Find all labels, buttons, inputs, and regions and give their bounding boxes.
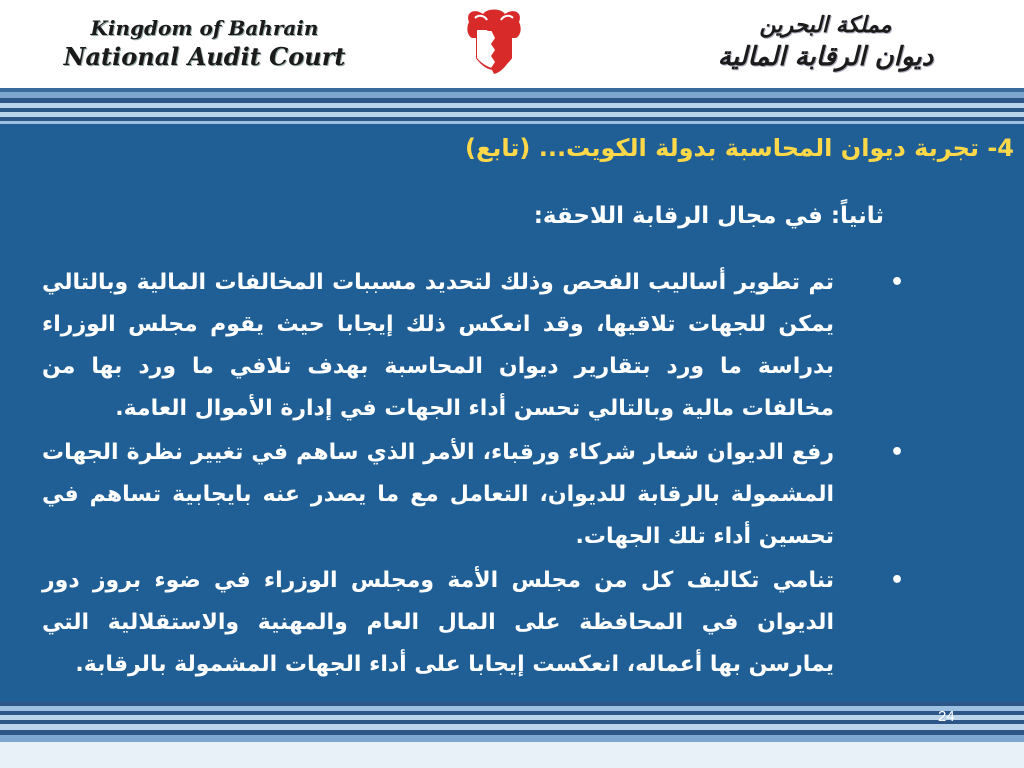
page-number: 24	[938, 708, 955, 725]
logo-ar-line2: ديوان الرقابة المالية	[717, 42, 934, 72]
logo-ar-line1: مملكة البحرين	[759, 12, 892, 38]
slide-title: 4- تجربة ديوان المحاسبة بدولة الكويت... (تابع)	[464, 134, 1014, 162]
bullet-text: رفع الديوان شعار شركاء ورقباء، الأمر الذي ساهم في تغيير نظرة الجهات المشمولة بالرقابة للديوان، التعامل مع ما يصدر عنه بايجابية تساهم في تحسين أداء تلك الجهات.	[42, 440, 834, 549]
bullet-text: تنامي تكاليف كل من مجلس الأمة ومجلس الوزراء في ضوء بروز دور الديوان في المحافظة على المال العام والمهنية والاستقلالية التي يمارسن بها أعماله، انعكست إيجابا على أداء الجهات المشمولة بالرقابة.	[42, 568, 834, 677]
logo-en-line2: National Audit Court	[63, 42, 346, 71]
logo-en-line1: Kingdom of Bahrain	[90, 16, 319, 40]
bullet-item	[42, 560, 912, 686]
footer-band	[0, 742, 1024, 768]
bullet-item	[42, 262, 912, 430]
bullet-dot: •	[889, 568, 904, 593]
section-subtitle: ثانياً: في مجال الرقابة اللاحقة:	[533, 203, 884, 229]
bullet-item	[42, 432, 912, 558]
footer-stripe	[0, 735, 1024, 742]
logo-arabic	[688, 10, 963, 80]
bullet-text: تم تطوير أساليب الفحص وذلك لتحديد مسببات المخالفات المالية وبالتالي يمكن للجهات تلاقيها، وقد انعكس ذلك إيجابا حيث يقوم مجلس الوزراء بدراسة ما ورد بتقارير ديوان المحاسبة بهدف تلافي ما ورد بها من مخالفات مالية وبالتالي تحسن أداء الجهات في إدارة الأموال العامة.	[42, 270, 834, 421]
logo-english	[62, 14, 347, 76]
bahrain-coat-of-arms-icon	[463, 8, 525, 82]
bullet-dot: •	[889, 440, 904, 465]
header-stripe	[0, 121, 1024, 124]
bullet-dot: •	[889, 270, 904, 295]
bullet-list	[42, 262, 912, 688]
slide-header	[0, 0, 1024, 88]
